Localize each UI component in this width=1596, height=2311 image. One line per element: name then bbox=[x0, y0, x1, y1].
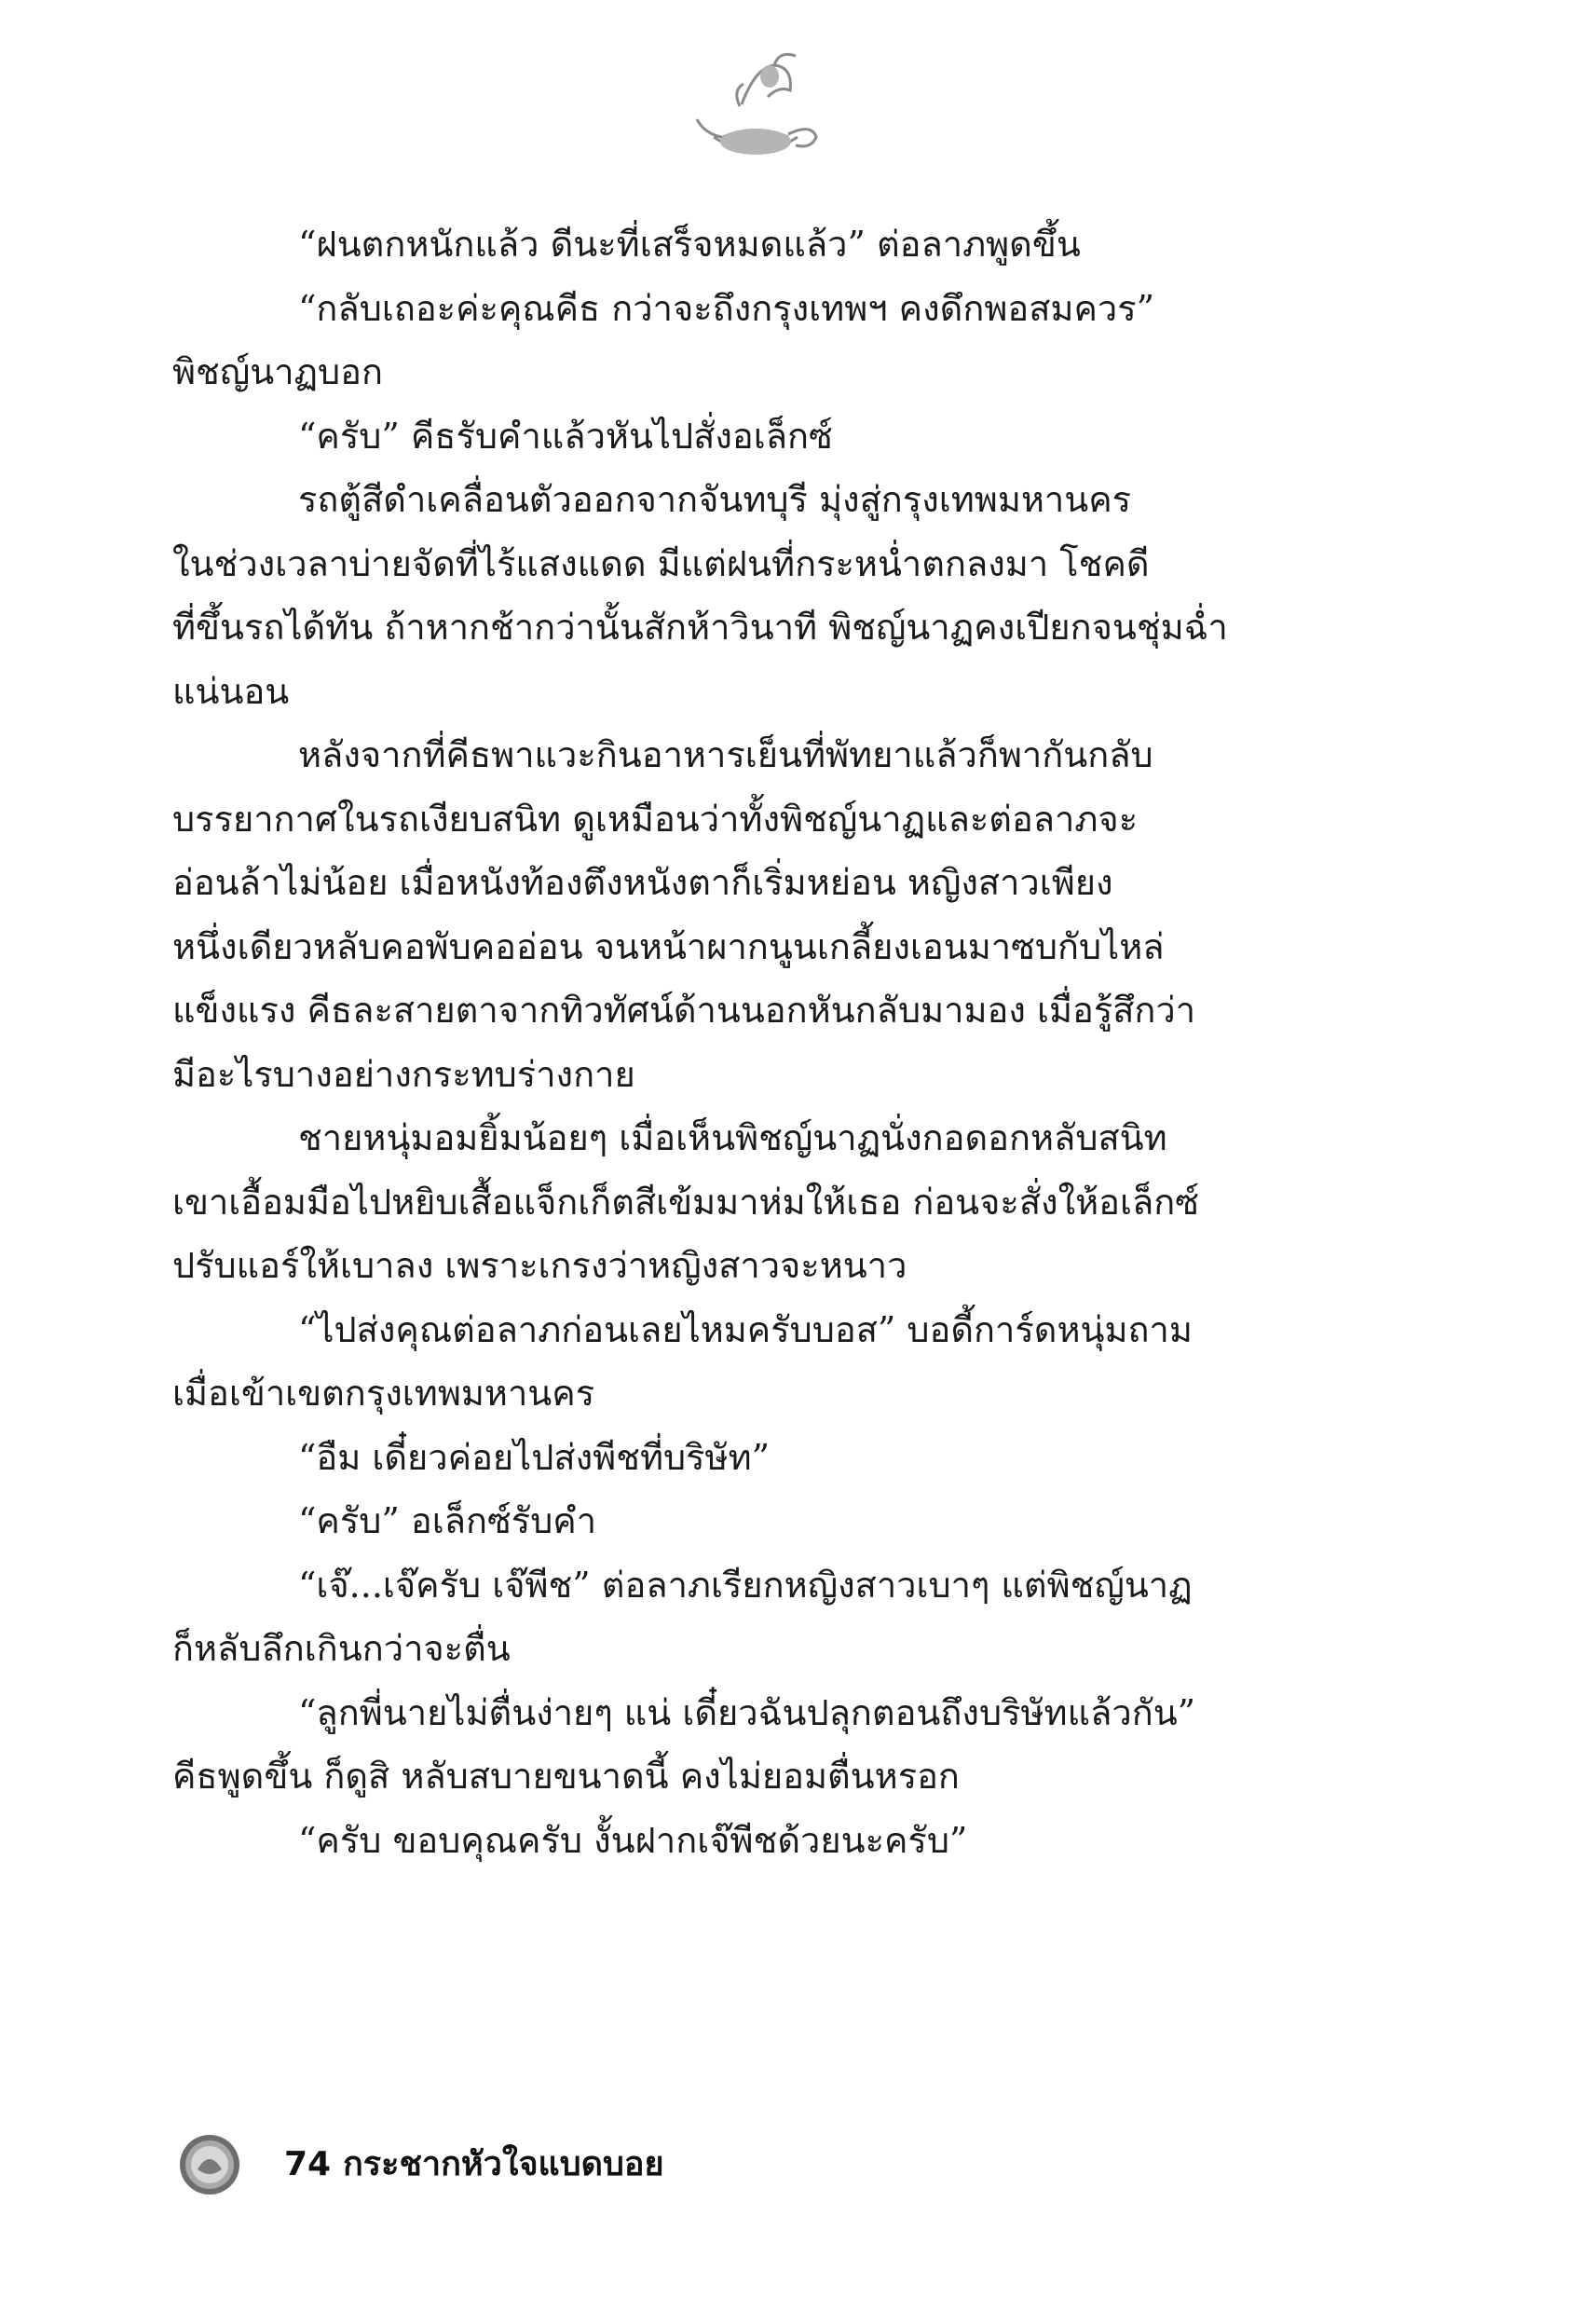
text-line: “ครับ” อเล็กซ์รับคำ bbox=[298, 1500, 597, 1541]
text-line: คีธพูดขึ้น ก็ดูสิ หลับสบายขนาดนี้ คงไม่ยอมตื่นหรอก bbox=[172, 1756, 960, 1797]
text-line: บรรยากาศในรถเงียบสนิท ดูเหมือนว่าทั้งพิชญ์นาฏและต่อลาภจะ bbox=[172, 798, 1139, 840]
text-line: รถตู้สีดำเคลื่อนตัวออกจากจันทบุรี มุ่งสู่กรุงเทพมหานคร bbox=[298, 479, 1132, 520]
text-line: “อืม เดี๋ยวค่อยไปส่งพีชที่บริษัท” bbox=[298, 1436, 771, 1478]
text-line: อ่อนล้าไม่น้อย เมื่อหนังท้องตึงหนังตาก็เริ่มหย่อน หญิงสาวเพียง bbox=[172, 862, 1113, 903]
text-line: เมื่อเข้าเขตกรุงเทพมหานคร bbox=[172, 1373, 595, 1414]
text-line: “ฝนตกหนักแล้ว ดีนะที่เสร็จหมดแล้ว” ต่อลาภพูดขึ้น bbox=[298, 224, 1081, 265]
text-line: แข็งแรง คีธละสายตาจากทิวทัศน์ด้านนอกหันกลับมามอง เมื่อรู้สึกว่า bbox=[172, 990, 1196, 1031]
page-number: 74 bbox=[284, 2145, 332, 2183]
text-line: “ลูกพี่นายไม่ตื่นง่ายๆ แน่ เดี๋ยวฉันปลุกตอนถึงบริษัทแล้วกัน” bbox=[298, 1691, 1196, 1733]
text-line: เขาเอื้อมมือไปหยิบเสื้อแจ็กเก็ตสีเข้มมาห่มให้เธอ ก่อนจะสั่งให้อเล็กซ์ bbox=[172, 1181, 1200, 1223]
teapot-fairy-ornament-icon bbox=[686, 48, 825, 170]
text-line: “กลับเถอะค่ะคุณคีธ กว่าจะถึงกรุงเทพฯ คงดึกพอสมควร” bbox=[298, 287, 1155, 329]
text-line: หนึ่งเดียวหลับคอพับคออ่อน จนหน้าผากนูนเกลี้ยงเอนมาซบกับไหล่ bbox=[172, 925, 1165, 967]
text-line: แน่นอน bbox=[172, 670, 290, 712]
text-line: ปรับแอร์ให้เบาลง เพราะเกรงว่าหญิงสาวจะหนาว bbox=[172, 1245, 907, 1286]
text-line: “ครับ” คีธรับคำแล้วหันไปสั่งอเล็กซ์ bbox=[298, 415, 833, 457]
text-line: ชายหนุ่มอมยิ้มน้อยๆ เมื่อเห็นพิชญ์นาฏนั่งกอดอกหลับสนิท bbox=[298, 1117, 1167, 1158]
round-emblem-icon bbox=[177, 2132, 242, 2197]
text-line: ก็หลับลึกเกินกว่าจะตื่น bbox=[172, 1628, 511, 1669]
text-line: “ไปส่งคุณต่อลาภก่อนเลยไหมครับบอส” บอดี้การ์ดหนุ่มถาม bbox=[298, 1308, 1193, 1350]
text-line: พิชญ์นาฏบอก bbox=[172, 351, 383, 392]
text-line: “เจ๊...เจ๊ครับ เจ๊พีช” ต่อลาภเรียกหญิงสาวเบาๆ แต่พิชญ์นาฏ bbox=[298, 1564, 1193, 1606]
text-line: ที่ขึ้นรถได้ทัน ถ้าหากช้ากว่านั้นสักห้าวินาที พิชญ์นาฏคงเปียกจนชุ่มฉ่ำ bbox=[172, 607, 1228, 648]
text-line: ในช่วงเวลาบ่ายจัดที่ไร้แสงแดด มีแต่ฝนที่กระหน่ำตกลงมา โชคดี bbox=[172, 542, 1150, 584]
body-text bbox=[172, 212, 1328, 1872]
text-line: หลังจากที่คีธพาแวะกินอาหารเย็นที่พัทยาแล้วก็พากันกลับ bbox=[298, 734, 1153, 775]
text-line: “ครับ ขอบคุณครับ งั้นฝากเจ๊พีชด้วยนะครับ” bbox=[298, 1819, 968, 1861]
book-title: กระชากหัวใจแบดบอย bbox=[343, 2145, 664, 2183]
text-line: มีอะไรบางอย่างกระทบร่างกาย bbox=[172, 1053, 635, 1095]
